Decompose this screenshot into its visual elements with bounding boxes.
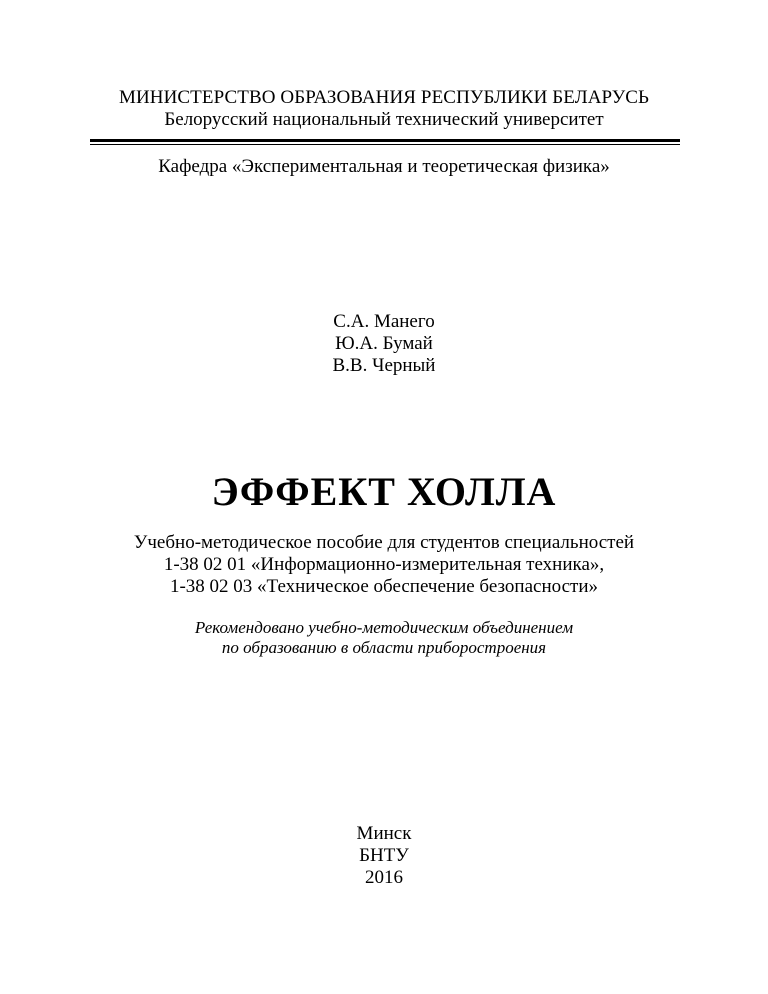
imprint-publisher: БНТУ: [359, 845, 409, 866]
author-list: [0, 311, 768, 377]
description-line: Учебно-методическое пособие для студентов специальностей: [133, 532, 635, 553]
imprint-city: Минск: [356, 823, 412, 844]
description-line: 1-38 02 03 «Техническое обеспечение безопасности»: [169, 576, 598, 597]
ministry-name: МИНИСТЕРСТВО ОБРАЗОВАНИЯ РЕСПУБЛИКИ БЕЛАРУСЬ: [118, 87, 650, 108]
imprint-year: 2016: [365, 867, 403, 888]
author-name: Ю.А. Бумай: [335, 333, 433, 354]
document-title: ЭФФЕКТ ХОЛЛА: [211, 469, 557, 514]
document-description: [0, 532, 768, 598]
recommendation-note: [0, 618, 768, 658]
author-name: В.В. Черный: [332, 355, 436, 376]
department-name: Кафедра «Экспериментальная и теоретическая физика»: [158, 156, 610, 177]
header-divider-thin: [90, 144, 680, 145]
imprint: [0, 823, 768, 889]
recommendation-line: Рекомендовано учебно-методическим объединением: [194, 618, 574, 637]
header-divider-thick: [90, 139, 680, 142]
author-name: С.А. Манего: [333, 311, 435, 332]
description-line: 1-38 02 01 «Информационно-измерительная техника»,: [163, 554, 605, 575]
recommendation-line: по образованию в области приборостроения: [221, 638, 547, 657]
university-name: Белорусский национальный технический университет: [164, 109, 604, 130]
